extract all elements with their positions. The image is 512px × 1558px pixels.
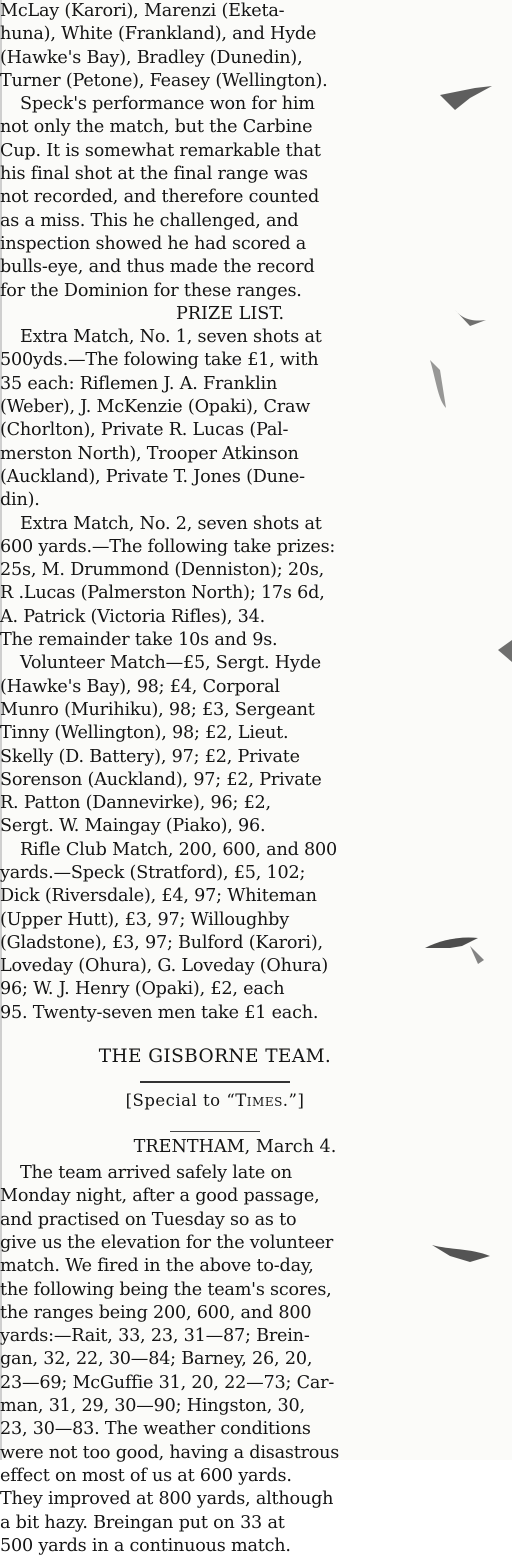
text-line: his final shot at the final range was bbox=[0, 164, 308, 185]
text-line: were not too good, having a disastrous bbox=[0, 1442, 340, 1463]
text-line: Munro (Murihiku), 98; £3, Sergeant bbox=[0, 699, 315, 720]
paragraph-speck-performance bbox=[0, 93, 430, 303]
text-line: Sergt. W. Maingay (Piako), 96. bbox=[0, 816, 266, 837]
text-line: match. We fired in the above to-day, bbox=[0, 1256, 314, 1277]
text-line: for the Dominion for these ranges. bbox=[0, 280, 302, 301]
text-line: huna), White (Frankland), and Hyde bbox=[0, 24, 317, 45]
text-line: not recorded, and therefore counted bbox=[0, 187, 320, 208]
text-line: effect on most of us at 600 yards. bbox=[0, 1465, 292, 1486]
text-line: Tinny (Wellington), 98; £2, Lieut. bbox=[0, 723, 289, 744]
text-line: R. Patton (Dannevirke), 96; £2, bbox=[0, 793, 271, 814]
text-line: Rifle Club Match, 200, 600, and 800 bbox=[20, 839, 338, 860]
text-line: Extra Match, No. 2, seven shots at bbox=[20, 513, 322, 534]
gisborne-team-heading: THE GISBORNE TEAM. bbox=[98, 1046, 332, 1068]
paragraph-team-report bbox=[0, 1162, 430, 1558]
text-line: 23, 30—83. The weather conditions bbox=[0, 1419, 311, 1440]
text-line: give us the elevation for the volunteer bbox=[0, 1232, 334, 1253]
smudge-mark bbox=[432, 1245, 490, 1262]
special-suffix: .”] bbox=[282, 1091, 305, 1111]
text-line: 500 yards in a continuous match. bbox=[0, 1535, 291, 1556]
text-line: Volunteer Match—£5, Sergt. Hyde bbox=[20, 653, 321, 674]
text-line: and practised on Tuesday so as to bbox=[0, 1209, 297, 1230]
text-line: 95. Twenty-seven men take £1 each. bbox=[0, 1002, 319, 1023]
text-line: (Upper Hutt), £3, 97; Willoughby bbox=[0, 909, 289, 930]
text-line: (Hawke's Bay), 98; £4, Corporal bbox=[0, 676, 280, 697]
smudge-mark bbox=[430, 360, 446, 408]
smudge-mark bbox=[498, 640, 512, 662]
text-line: 25s, M. Drummond (Denniston); 20s, bbox=[0, 560, 325, 581]
text-line: 500yds.—The folowing take £1, with bbox=[0, 350, 319, 371]
smudge-mark bbox=[455, 310, 486, 326]
text-line: man, 31, 29, 30—90; Hingston, 30, bbox=[0, 1396, 305, 1417]
dateline-rule bbox=[170, 1131, 260, 1132]
paragraph-extra-match-1 bbox=[0, 326, 430, 512]
special-paper-name: Times bbox=[235, 1091, 283, 1111]
text-line: gan, 32, 22, 30—84; Barney, 26, 20, bbox=[0, 1349, 313, 1370]
text-line: Extra Match, No. 1, seven shots at bbox=[20, 327, 322, 348]
paragraph-rifle-club-match bbox=[0, 839, 430, 1025]
text-line: din). bbox=[0, 490, 40, 511]
text-line: 23—69; McGuffie 31, 20, 22—73; Car- bbox=[0, 1372, 335, 1393]
special-prefix: [Special to “ bbox=[125, 1091, 236, 1111]
text-line: A. Patrick (Victoria Rifles), 34. bbox=[0, 606, 266, 627]
prize-list-heading: PRIZE LIST. bbox=[175, 303, 285, 324]
text-line: The team arrived safely late on bbox=[20, 1163, 292, 1184]
text-line: as a miss. This he challenged, and bbox=[0, 210, 299, 231]
text-line: bulls-eye, and thus made the record bbox=[0, 257, 315, 278]
heading-rule bbox=[140, 1081, 290, 1083]
dateline: TRENTHAM, March 4. bbox=[133, 1137, 337, 1158]
text-line: 600 yards.—The following take prizes: bbox=[0, 536, 336, 557]
text-line: the following being the team's scores, bbox=[0, 1279, 332, 1300]
text-line: (Auckland), Private T. Jones (Dune- bbox=[0, 466, 305, 487]
text-line: a bit hazy. Breingan put on 33 at bbox=[0, 1512, 285, 1533]
text-line: Speck's performance won for him bbox=[20, 94, 315, 115]
text-line: Sorenson (Auckland), 97; £2, Private bbox=[0, 769, 322, 790]
text-line: McLay (Karori), Marenzi (Eketa- bbox=[0, 1, 285, 21]
text-line: Turner (Petone), Feasey (Wellington). bbox=[0, 70, 328, 91]
text-line: R .Lucas (Palmerston North); 17s 6d, bbox=[0, 583, 325, 604]
text-line: inspection showed he had scored a bbox=[0, 233, 307, 254]
text-line: the ranges being 200, 600, and 800 bbox=[0, 1302, 312, 1323]
text-line: merston North), Trooper Atkinson bbox=[0, 443, 299, 464]
text-line: 96; W. J. Henry (Opaki), £2, each bbox=[0, 979, 285, 1000]
text-line: yards.—Speck (Stratford), £5, 102; bbox=[0, 862, 306, 883]
text-line: not only the match, but the Carbine bbox=[0, 117, 313, 138]
text-line: Cup. It is somewhat remarkable that bbox=[0, 140, 321, 161]
text-line: Skelly (D. Battery), 97; £2, Private bbox=[0, 746, 300, 767]
text-line: (Weber), J. McKenzie (Opaki), Craw bbox=[0, 397, 311, 418]
text-line: (Gladstone), £3, 97; Bulford (Karori), bbox=[0, 932, 323, 953]
text-line: (Chorlton), Private R. Lucas (Pal- bbox=[0, 420, 289, 441]
text-line: 35 each: Riflemen J. A. Franklin bbox=[0, 373, 278, 394]
text-line: (Hawke's Bay), Bradley (Dunedin), bbox=[0, 47, 303, 68]
paragraph-volunteer-match bbox=[0, 652, 430, 838]
paragraph-results-continued bbox=[0, 0, 430, 93]
smudge-mark bbox=[440, 86, 492, 110]
special-correspondent-line bbox=[0, 1089, 430, 1117]
text-line: Dick (Riversdale), £4, 97; Whiteman bbox=[0, 886, 317, 907]
smudge-mark bbox=[470, 946, 484, 964]
smudge-mark bbox=[425, 937, 478, 948]
text-line: Monday night, after a good passage, bbox=[0, 1186, 320, 1207]
text-line: Loveday (Ohura), G. Loveday (Ohura) bbox=[0, 956, 329, 977]
text-line: yards:—Rait, 33, 23, 31—87; Brein- bbox=[0, 1326, 310, 1347]
text-line: They improved at 800 yards, although bbox=[0, 1489, 334, 1510]
text-line: The remainder take 10s and 9s. bbox=[0, 630, 278, 651]
paragraph-extra-match-2 bbox=[0, 513, 430, 653]
